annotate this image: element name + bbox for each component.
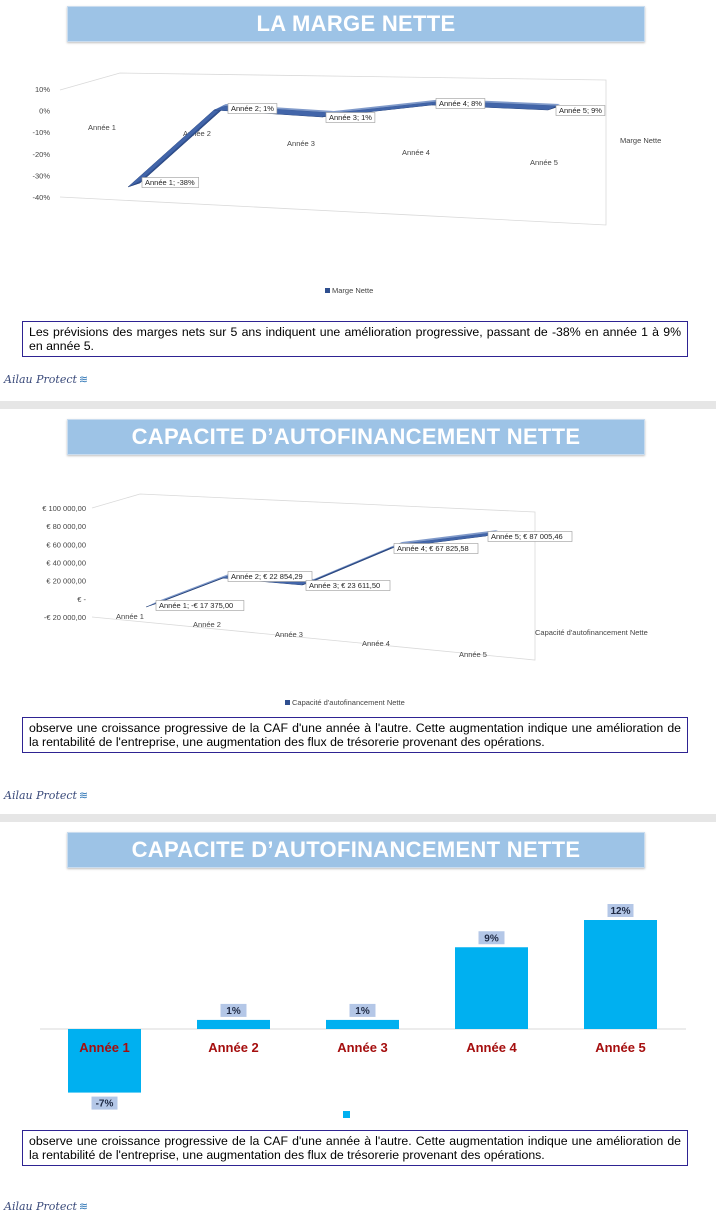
section-2-description: observe une croissance progressive de la CAF d'une année à l'autre. Cette augmentation indique une amélioration de la rentabilité de l'entreprise, une augmentation des flux de trésorerie provenant des opérations. [22, 717, 688, 753]
y-tick-label: -30% [32, 171, 50, 181]
x-tick-label: Année 5 [530, 158, 558, 167]
section-1-description: Les prévisions des marges nets sur 5 ans indiquent une amélioration progressive, passant de -38% en année 1 à 9% en année 5. [22, 321, 688, 357]
bar [197, 1020, 270, 1029]
data-label: Année 3; 1% [329, 113, 372, 122]
data-label: Année 4; € 67 825,58 [397, 544, 469, 553]
y-tick-label: -20% [32, 149, 50, 159]
x-tick-label: Année 3 [275, 630, 303, 639]
bar [455, 947, 528, 1029]
logo [4, 373, 88, 386]
data-label: Année 5; 9% [559, 106, 602, 115]
wave-icon: ≋ [78, 373, 89, 386]
x-tick-label: Année 3 [287, 139, 315, 148]
x-tick-label: Année 4 [466, 1040, 517, 1055]
series-axis-label: Capacité d'autofinancement Nette [535, 628, 648, 637]
data-label: Année 4; 8% [439, 99, 482, 108]
data-label: Année 3; € 23 611,50 [309, 581, 381, 590]
section-1-title: LA MARGE NETTE [67, 6, 645, 42]
x-tick-label: Année 3 [337, 1040, 388, 1055]
y-tick-label: € 100 000,00 [42, 504, 86, 513]
ribbon-highlight [128, 104, 226, 187]
data-label: 9% [484, 933, 499, 945]
x-tick-label: Année 4 [362, 639, 390, 648]
legend-swatch [325, 288, 330, 293]
caf-line-chart [0, 480, 716, 710]
section-2-title: CAPACITE D’AUTOFINANCEMENT NETTE [67, 419, 645, 455]
x-tick-label: Année 5 [595, 1040, 646, 1055]
data-label: -7% [95, 1098, 114, 1110]
logo-text: Ailau Protect [4, 373, 77, 386]
x-tick-label: Année 2 [183, 129, 211, 138]
data-label: Année 2; 1% [231, 104, 274, 113]
data-label: Année 5; € 87 005,46 [491, 532, 563, 541]
bar [68, 1029, 141, 1093]
logo-text: Ailau Protect [4, 1200, 77, 1213]
section-3-title: CAPACITE D’AUTOFINANCEMENT NETTE [67, 832, 645, 868]
y-tick-label: € 60 000,00 [46, 540, 86, 550]
y-tick-label: € 20 000,00 [46, 576, 86, 586]
y-tick-label: € 80 000,00 [46, 522, 86, 532]
data-label: Année 1; -38% [145, 178, 195, 187]
y-tick-label: 0% [39, 106, 50, 116]
wave-icon: ≋ [78, 1200, 89, 1213]
logo-text: Ailau Protect [4, 789, 77, 802]
caf-bar-chart [0, 880, 716, 1120]
y-tick-label: -€ 20 000,00 [43, 613, 86, 622]
y-tick-label: € 40 000,00 [46, 558, 86, 568]
bar [584, 920, 657, 1029]
x-tick-label: Année 1 [116, 612, 144, 621]
ribbon-segment [302, 544, 402, 585]
legend-swatch [343, 1111, 350, 1118]
marge-nette-chart [0, 60, 716, 360]
x-tick-label: Année 4 [402, 148, 430, 157]
series-axis-label: Marge Nette [620, 136, 662, 145]
bar [326, 1020, 399, 1029]
section-3-description: observe une croissance progressive de la CAF d'une année à l'autre. Cette augmentation indique une amélioration de la rentabilité de l'entreprise, une augmentation des flux de trésorerie provenant des opérations. [22, 1130, 688, 1166]
section-separator [0, 401, 716, 409]
x-tick-label: Année 1 [88, 123, 116, 132]
section-separator [0, 814, 716, 822]
x-tick-label: Année 1 [79, 1040, 130, 1055]
chart-wall [92, 494, 535, 660]
legend-swatch [285, 700, 290, 705]
y-tick-label: -40% [32, 193, 50, 202]
y-tick-label: -10% [32, 128, 50, 138]
data-label: Année 1; -€ 17 375,00 [159, 601, 234, 610]
wave-icon: ≋ [78, 789, 89, 802]
ribbon-highlight [302, 542, 402, 585]
data-label: 1% [226, 1005, 241, 1017]
x-tick-label: Année 2 [193, 620, 221, 629]
data-label: Année 2; € 22 854,29 [231, 572, 303, 581]
chart-wall [60, 73, 606, 225]
x-tick-label: Année 5 [459, 650, 487, 659]
y-tick-label: € - [77, 594, 86, 604]
logo [4, 789, 88, 802]
data-label: 1% [355, 1005, 370, 1017]
legend-label: Capacité d'autofinancement Nette [292, 698, 405, 707]
logo [4, 1200, 88, 1213]
x-tick-label: Année 2 [208, 1040, 259, 1055]
data-label: 12% [610, 906, 631, 917]
legend-label: Marge Nette [332, 286, 374, 295]
y-tick-label: 10% [34, 85, 50, 94]
